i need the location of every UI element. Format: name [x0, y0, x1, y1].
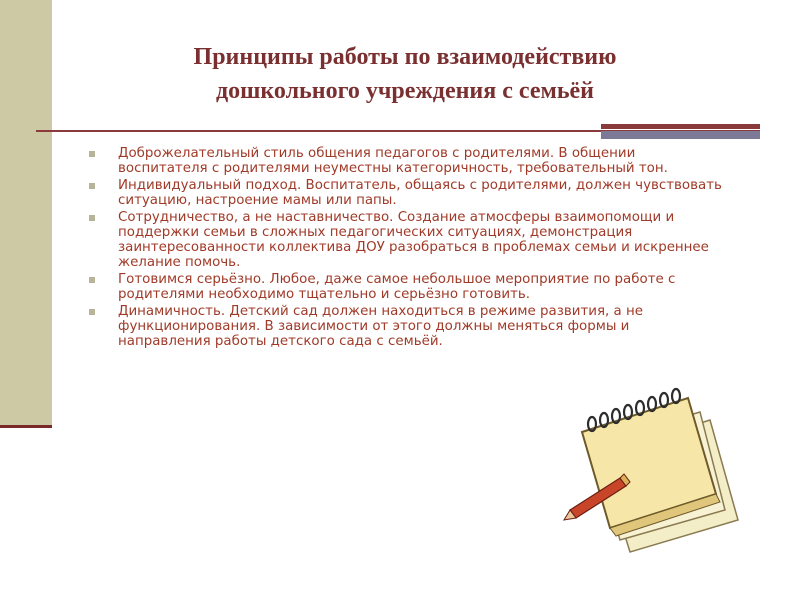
title-divider-accent-bottom [601, 131, 760, 139]
list-item-text: Сотрудничество, а не наставничество. Создание атмосферы взаимопомощи и поддержки семьи в сложных педагогических ситуациях, демонстрация заинтересованности коллектива ДОУ разобраться в проблемах семьи и искреннее желание помочь. [118, 210, 709, 270]
bullet-marker-icon [89, 183, 95, 189]
list-item [86, 272, 726, 302]
principles-list [86, 146, 726, 351]
bullet-marker-icon [89, 309, 95, 315]
title-line-2: дошкольного учреждения с семьёй [215, 78, 595, 104]
list-item [86, 178, 726, 208]
list-item [86, 210, 726, 270]
bullet-marker-icon [89, 215, 95, 221]
list-item [86, 146, 726, 176]
side-decor-bar-edge [0, 425, 52, 428]
list-item-text: Готовимся серьёзно. Любое, даже самое небольшое мероприятие по работе с родителями необходимо тщательно и серьёзно готовить. [118, 272, 676, 302]
bullet-marker-icon [89, 277, 95, 283]
list-item-text: Индивидуальный подход. Воспитатель, общаясь с родителями, должен чувствовать ситуацию, настроение мамы или папы. [118, 178, 722, 208]
list-item-text: Динамичность. Детский сад должен находиться в режиме развития, а не функционирования. В зависимости от этого должны меняться формы и направления работы детского сада с семьёй. [118, 304, 643, 349]
title-line-1: Принципы работы по взаимодействию [193, 44, 617, 70]
title-divider-accent-top [601, 124, 760, 129]
list-item-text: Доброжелательный стиль общения педагогов с родителями. В общении воспитателя с родителями неуместны категоричность, требовательный тон. [118, 146, 668, 176]
notepad-pencil-icon [560, 360, 760, 560]
list-item [86, 304, 726, 349]
bullet-marker-icon [89, 151, 95, 157]
slide-title [60, 40, 750, 108]
side-decor-bar [0, 0, 52, 427]
